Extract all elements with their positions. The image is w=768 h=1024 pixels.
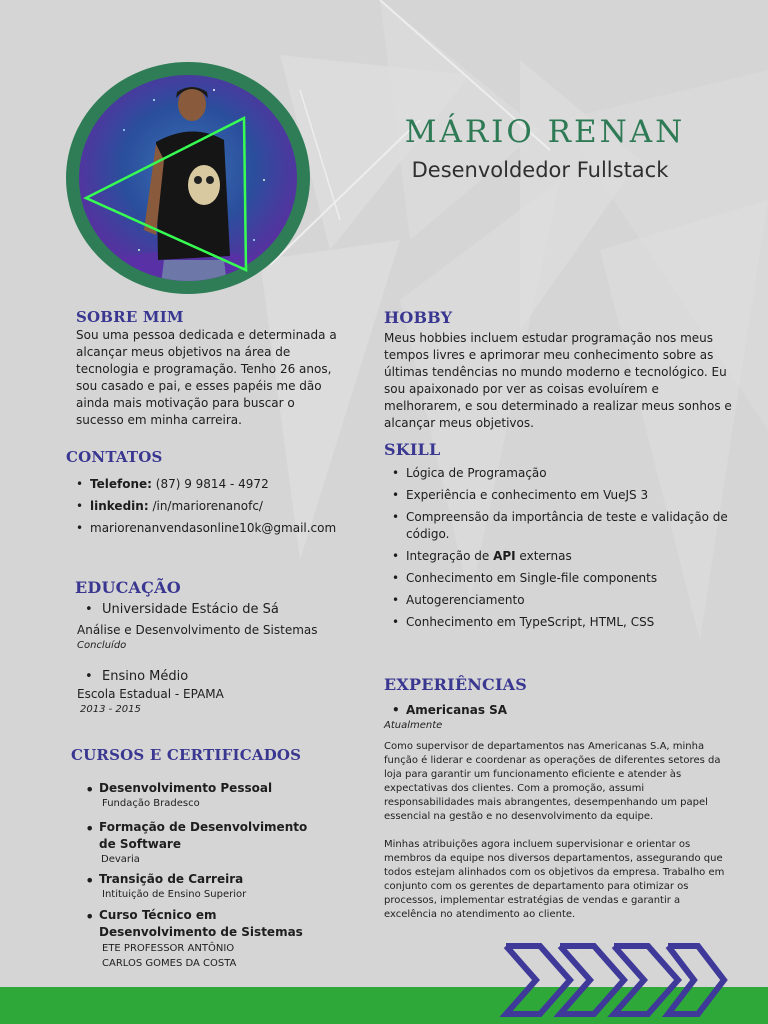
skill-item: • Autogerenciamento <box>384 592 744 609</box>
education-course: Análise e Desenvolvimento de Sistemas <box>77 623 318 637</box>
contacts-list <box>68 473 368 539</box>
course-title: • Transição de Carreira <box>99 872 244 886</box>
education-institution: • Ensino Médio <box>77 668 357 686</box>
course-title: • Desenvolvimento Pessoal <box>99 781 273 795</box>
about-heading: SOBRE MIM <box>76 308 184 326</box>
course-title-cont: Desenvolvimento de Sistemas <box>99 925 303 939</box>
experience-company: • Americanas SA <box>384 702 734 718</box>
skill-item: • Lógica de Programação <box>384 465 744 482</box>
skill-item: • Compreensão da importância de teste e validação de código. <box>384 509 744 543</box>
contacts-heading: CONTATOS <box>66 448 163 466</box>
skill-item: • Conhecimento em TypeScript, HTML, CSS <box>384 614 744 631</box>
education-period: 2013 - 2015 <box>80 704 141 715</box>
education-course: Escola Estadual - EPAMA <box>77 687 224 701</box>
skill-api-pre: Integração de <box>406 549 494 563</box>
contact-phone <box>68 473 368 495</box>
experience-paragraph: Minhas atribuições agora incluem supervisionar e orientar os membros da equipe nos diversos departamentos, assegurando que todos estejam alinhados com os objetivos da empresa. Trabalho em conjunto com os gerentes de departamento para otimizar os processos, implementar estratégias de vendas e garantir a excelência no atendimento ao cliente. <box>384 839 725 920</box>
hobby-text: Meus hobbies incluem estudar programação nos meus tempos livres e aprimorar meu conhecimento sobre as últimas tendências no mundo moderno e tecnológico. Eu sou apaixonado por ver as coisas evoluírem e melhorarem, e sou determinado a realizar meus sonhos e alcançar meus objetivos. <box>384 331 732 430</box>
skill-heading: SKILL <box>384 440 441 459</box>
phone-value[interactable]: (87) 9 9814 - 4972 <box>155 477 269 491</box>
experience-item <box>384 702 734 922</box>
email-value[interactable]: mariorenanvendasonline10k@gmail.com <box>90 521 337 535</box>
phone-label: Telefone: <box>90 477 152 491</box>
hobby-heading: HOBBY <box>384 308 453 327</box>
skill-item: • Conhecimento em Single-file components <box>384 570 744 587</box>
skill-item: • Experiência e conhecimento em VueJS 3 <box>384 487 744 504</box>
course-item <box>77 907 337 971</box>
contact-linkedin <box>68 495 368 517</box>
education-institution: • Universidade Estácio de Sá <box>77 601 357 619</box>
course-item <box>77 780 337 811</box>
skill-api-bold: API <box>493 549 516 563</box>
education-item <box>77 668 357 717</box>
course-org: ETE PROFESSOR ANTÔNIO <box>102 943 235 954</box>
courses-list <box>77 780 337 971</box>
education-heading: EDUCAÇÃO <box>75 578 181 597</box>
course-title: • Curso Técnico em <box>99 908 217 922</box>
courses-heading: CURSOS E CERTIFICADOS <box>71 746 302 764</box>
linkedin-label: linkedin: <box>90 499 149 513</box>
education-item <box>77 601 357 653</box>
course-org: Fundação Bradesco <box>102 798 200 809</box>
course-title: • Formação de Desenvolvimento <box>99 820 308 834</box>
skill-item <box>384 548 744 565</box>
course-org-cont: CARLOS GOMES DA COSTA <box>102 958 237 969</box>
education-status: Concluído <box>77 640 127 651</box>
about-text: Sou uma pessoa dedicada e determinada a alcançar meus objetivos na área de tecnologia e programação. Tenho 26 anos, sou casado e pai, e esses papéis me dão ainda mais motivação para buscar o sucesso em minha carreira. <box>76 328 337 427</box>
skill-api-post: externas <box>515 549 572 563</box>
course-item <box>77 871 337 902</box>
experience-period: Atualmente <box>384 720 443 731</box>
experience-heading: EXPERIÊNCIAS <box>384 675 528 694</box>
linkedin-value[interactable]: /in/mariorenanofc/ <box>152 499 263 513</box>
course-title-cont: de Software <box>99 837 181 851</box>
person-name: MÁRIO RENAN <box>404 114 686 150</box>
chevron-arrows-icon <box>498 940 730 1024</box>
profile-photo <box>64 60 312 296</box>
experience-paragraph: Como supervisor de departamentos nas Americanas S.A, minha função é liderar e coordenar as operações de diferentes setores da loja para garantir um funcionamento eficiente e atender às expectativas dos clientes. Com a promoção, assumi responsabilidades mais abrangentes, desempenhando um papel essencial na gestão e no desenvolvimento da equipe. <box>384 741 721 822</box>
contact-email <box>68 517 368 539</box>
course-item <box>77 819 337 867</box>
course-org: Devaria <box>101 854 140 865</box>
skills-list <box>384 465 744 631</box>
course-org: Intituição de Ensino Superior <box>102 889 247 900</box>
person-role: Desenvoldedor Fullstack <box>411 158 669 182</box>
